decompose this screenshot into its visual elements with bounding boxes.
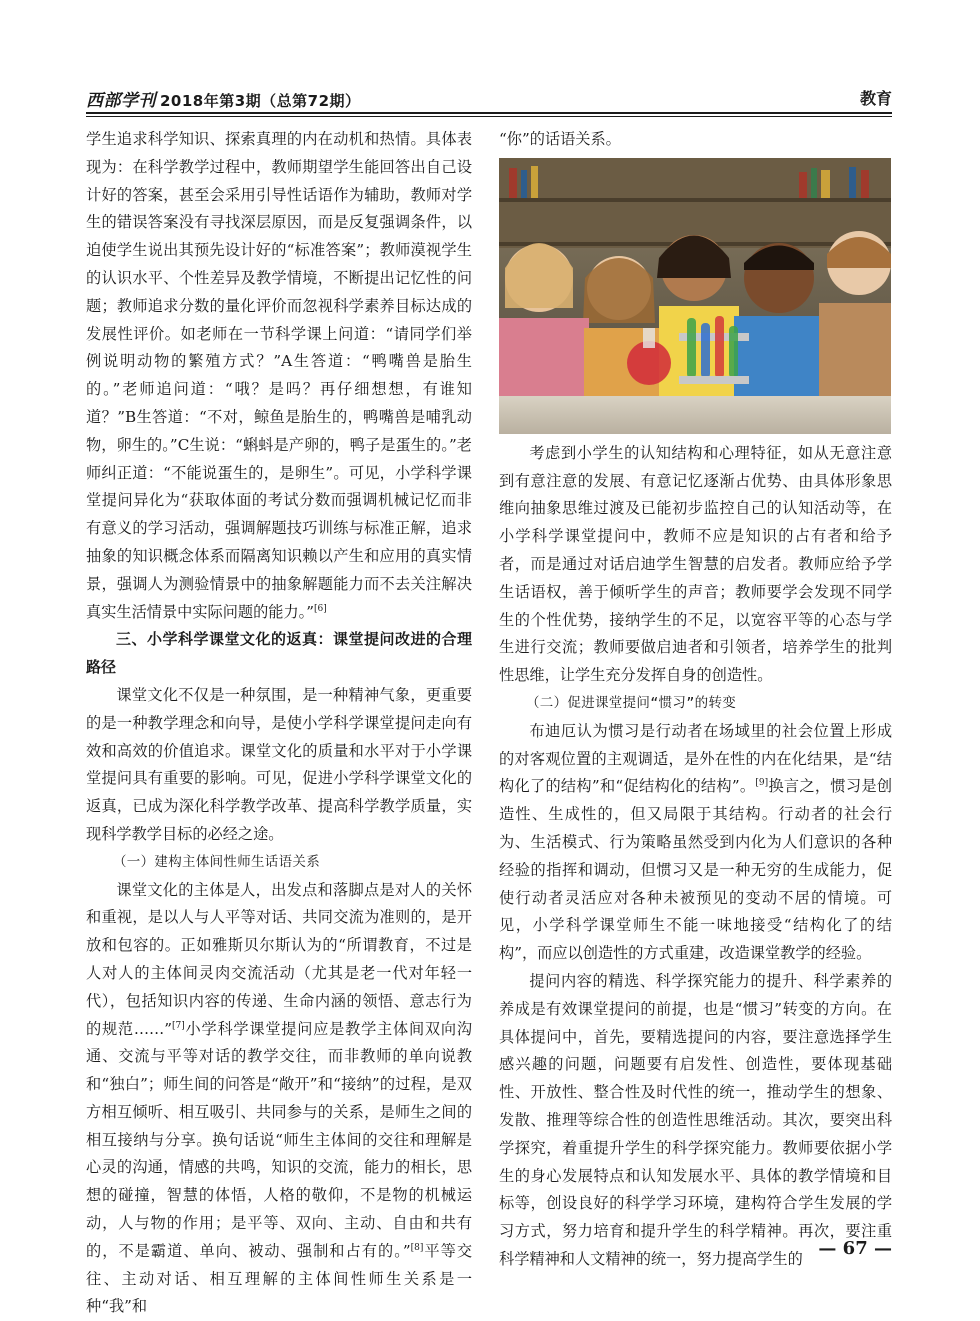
paragraph: 课堂文化不仅是一种氛围，是一种精神气象，更重要的是一种教学理念和向导，是使小学科学课堂提问走向有效和高效的价值追求。课堂文化的质量和水平对于小学课堂提问具有重要的影响。可见，促进小学科学课堂文化的返真，已成为深化科学教学改革、提高科学教学质量，实现科学教学目标的必经之途。 (86, 685, 472, 843)
running-header (86, 86, 892, 110)
paragraph: 考虑到小学生的认知结构和心理特征，如从无意注意到有意注意的发展、有意记忆逐渐占优势、由具体形象思维向抽象思维过渡及已能初步监控自己的认知活动等，在小学科学课堂提问中，教师不应是知识的占有者和给予者，而是通过对话启迪学生智慧的启发者。教师应给予学生话语权，善于倾听学生的声音；教师要学会发现不同学生的个性优势，接纳学生的不足，以宽容平等的心态与学生进行交流；教师要做启迪者和引领者，培养学生的批判性思维，让学生充分发挥自身的创造性。 (499, 443, 892, 685)
page-number: — 67 — (818, 1238, 892, 1259)
journal-name: 西部学刊 (86, 91, 156, 111)
header-rule-thick (86, 112, 892, 114)
left-column (86, 126, 472, 1321)
children-science-photo-illustration (499, 158, 891, 434)
citation: [8] (410, 1242, 424, 1253)
paragraph-continuation: “你”的话语关系。 (499, 130, 621, 148)
classroom-photo (499, 158, 891, 434)
issue-info: 2018年第3期（总第72期） (160, 92, 361, 110)
citation: [9] (755, 778, 769, 789)
paragraph-continuation: 学生追求科学知识、探索真理的内在动机和热情。具体表现为：在科学教学过程中，教师期望学生能回答出自己设计好的答案，甚至会采用引导性话语作为辅助，教师对学生的错误答案没有寻找深层原因，而是反复强调条件，以迫使学生说出其预先设计好的“标准答案”；教师漠视学生的认识水平、个性差异及教学情境，不断提出记忆性的问题；教师追求分数的量化评价而忽视科学素养目标达成的发展性评价。如老师在一节科学课上问道：“请同学们举例说明动物的繁殖方式？”A生答道：“鸭嘴兽是胎生的。”老师追问道：“哦？是吗？再仔细想想，有谁知道？”B生答道：“不对，鲸鱼是胎生的，鸭嘴兽是哺乳动物，卵生的。”C生说：“蝌蚪是产卵的，鸭子是蛋生的。”老师纠正道：“不能说蛋生的，是卵生”。可见，小学科学课堂提问异化为“获取体面的考试分数而强调机械记忆而非有意义的学习活动，强调解题技巧训练与标准正解，追求抽象的知识概念体系而隔离知识赖以产生和应用的真实情景，强调人为测验情景中的抽象解题能力而不去关注解决真实生活情景中实际问题的能力。”[6] (86, 130, 472, 621)
paragraph: 布迪厄认为惯习是行动者在场域里的社会位置上形成的对客观位置的主观调适，是外在性的内在化结果，是“结构化了的结构”和“促结构化的结构”。[9]换言之，惯习是创造性、生成性的，但又局限于其结构。行动者的社会行为、生活模式、行为策略虽然受到内化为人们意识的各种经验的指挥和调动，但惯习又是一种无穷的生成能力，促使行动者灵活应对各种未被预见的变动不居的情境。可见，小学科学课堂师生不能一味地接受“结构化了的结构”，而应以创造性的方式重建，改造课堂教学的经验。 (499, 721, 893, 963)
paragraph: 提问内容的精选、科学探究能力的提升、科学素养的养成是有效课堂提问的前提，也是“惯习”转变的方向。在具体提问中，首先，要精选提问的内容，要注意选择学生感兴趣的问题，问题要有启发性、创造性，要体现基础性、开放性、整合性及时代性的统一，推动学生的想象、发散、推理等综合性的创造性思维活动。其次，要突出科学探究，着重提升学生的科学探究能力。教师要依据小学生的身心发展特点和认知发展水平、具体的教学情境和目标等，创设良好的科学学习环境，建构符合学生发展的学习方式，努力培育和提升学生的科学精神。再次，要注重科学精神和人文精神的统一，努力提高学生的 (499, 971, 892, 1268)
section-heading-3: 三、小学科学课堂文化的返真：课堂提问改进的合理路径 (86, 630, 472, 677)
citation: [6] (313, 603, 327, 614)
citation: [7] (172, 1020, 185, 1031)
subsection-heading-2: （二）促进课堂提问“惯习”的转变 (526, 694, 737, 711)
subsection-heading-1: （一）建构主体间性师生话语关系 (113, 853, 320, 870)
header-rule-thin (86, 116, 892, 117)
section-label: 教育 (859, 89, 892, 108)
paragraph: 课堂文化的主体是人，出发点和落脚点是对人的关怀和重视，是以人与人平等对话、共同交流为准则的，是开放和包容的。正如雅斯贝尔斯认为的“所谓教育，不过是人对人的主体间灵肉交流活动（尤其是老一代对年轻一代），包括知识内容的传递、生命内涵的领悟、意志行为的规范……”[7]小学科学课堂提问应是教学主体间双向沟通、交流与平等对话的教学交往，而非教师的单向说教和“独白”；师生间的问答是“敞开”和“接纳”的过程，是双方相互倾听、相互吸引、共同参与的关系，是师生之间的相互接纳与分享。换句话说“师生主体间的交往和理解是心灵的沟通，情感的共鸣，知识的交流，能力的相长，思想的碰撞，智慧的体悟，人格的敬仰，不是物的机械运动，人与物的作用；是平等、双向、主动、自由和共有的，不是霸道、单向、被动、强制和占有的。”[8]平等交往、主动对话、相互理解的主体间性师生关系是一种“我”和 (86, 880, 473, 1316)
journal-info (86, 86, 361, 111)
right-column (499, 126, 892, 1274)
